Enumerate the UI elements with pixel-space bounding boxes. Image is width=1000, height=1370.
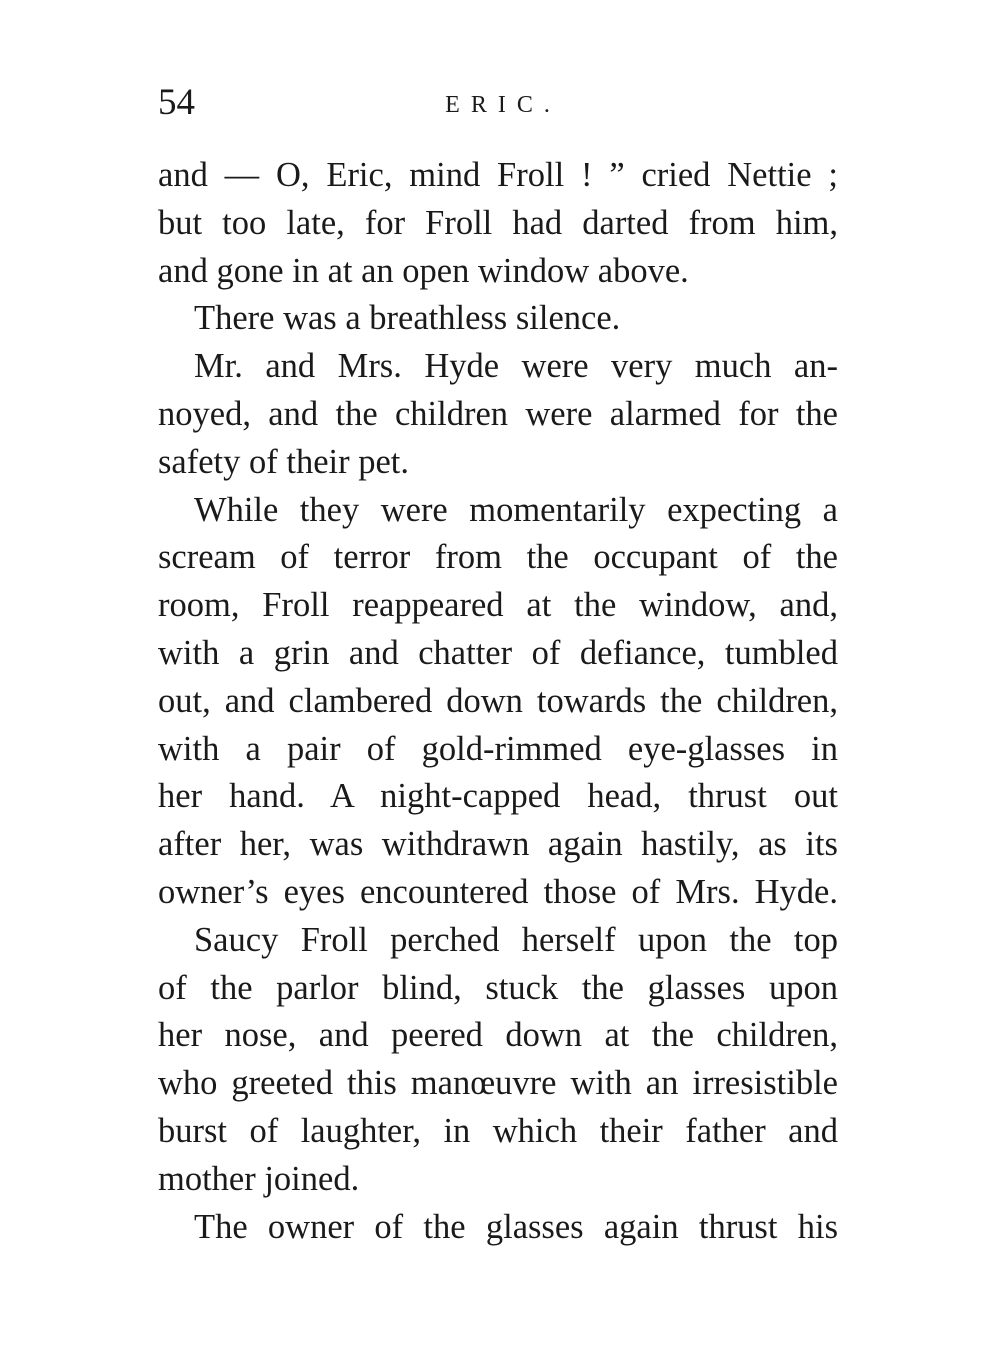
text-line: There was a breathless silence.	[194, 299, 621, 338]
text-line: room, Froll reappeared at the window, and,	[158, 586, 838, 625]
text-line: Saucy Froll perched herself upon the top	[194, 920, 838, 959]
text-line: who greeted this manœuvre with an irresistible	[158, 1064, 838, 1103]
text-line: but too late, for Froll had darted from him,	[158, 203, 838, 242]
running-title: ERIC.	[445, 92, 561, 118]
text-line: with a grin and chatter of defiance, tumbled	[158, 633, 838, 672]
text-line: scream of terror from the occupant of the	[158, 538, 838, 577]
text-line: and gone in at an open window above.	[158, 251, 689, 290]
text-line: after her, was withdrawn again hastily, as its	[158, 825, 838, 864]
running-head	[158, 78, 838, 128]
text-line: of the parlor blind, stuck the glasses upon	[158, 968, 838, 1007]
text-line: The owner of the glasses again thrust his	[194, 1207, 838, 1246]
text-line: While they were momentarily expecting a	[194, 490, 838, 529]
text-line: and — O, Eric, mind Froll ! ” cried Nettie ;	[158, 156, 838, 194]
text-line: burst of laughter, in which their father and	[158, 1111, 838, 1150]
text-line: safety of their pet.	[158, 442, 409, 481]
body-text	[158, 152, 838, 1251]
text-line: her nose, and peered down at the children,	[158, 1016, 838, 1055]
text-line: her hand. A night-capped head, thrust out	[158, 777, 838, 816]
page-number: 54	[158, 82, 195, 123]
text-line: mother joined.	[158, 1159, 360, 1198]
text-line: owner’s eyes encountered those of Mrs. Hyde.	[158, 872, 838, 911]
text-line: Mr. and Mrs. Hyde were very much an-	[194, 347, 838, 386]
text-line: with a pair of gold-rimmed eye-glasses in	[158, 729, 838, 768]
text-line: out, and clambered down towards the children,	[158, 681, 838, 720]
text-line: noyed, and the children were alarmed for the	[158, 394, 838, 433]
